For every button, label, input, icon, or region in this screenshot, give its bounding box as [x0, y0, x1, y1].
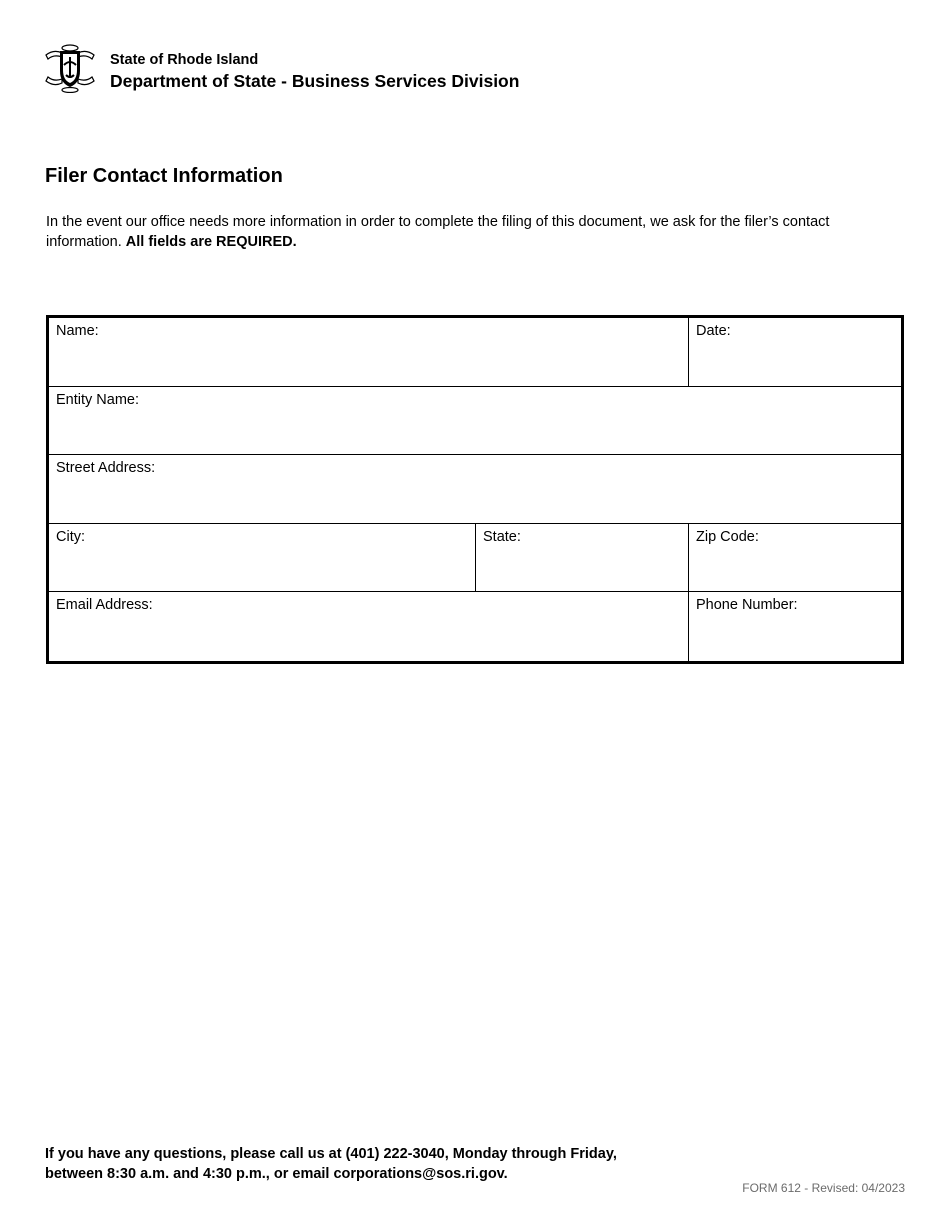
- zip-code-label: Zip Code:: [696, 529, 759, 545]
- contact-questions-note: [45, 1145, 745, 1184]
- state-name: State of Rhode Island: [110, 52, 259, 68]
- phone-number-label: Phone Number:: [696, 597, 798, 613]
- entity-name-label: Entity Name:: [56, 392, 139, 408]
- intro-text: In the event our office needs more information in order to complete the filing of this document, we ask for the filer’s contact information.: [46, 214, 830, 250]
- city-label: City:: [56, 529, 85, 545]
- page-title: Filer Contact Information: [45, 165, 283, 187]
- street-address-field[interactable]: [49, 455, 901, 524]
- phone-number-field[interactable]: [689, 592, 901, 661]
- state-field[interactable]: [476, 524, 689, 592]
- department-name: Department of State - Business Services Division: [110, 71, 520, 91]
- entity-name-field[interactable]: [49, 387, 901, 455]
- email-address-label: Email Address:: [56, 597, 153, 613]
- city-field[interactable]: [49, 524, 476, 592]
- date-label: Date:: [696, 323, 731, 339]
- street-address-label: Street Address:: [56, 460, 156, 476]
- form-revision-id: FORM 612 - Revised: 04/2023: [742, 1181, 905, 1195]
- intro-paragraph: [46, 213, 846, 252]
- date-field[interactable]: [689, 318, 901, 387]
- contact-form-table: [46, 315, 904, 664]
- document-header: [44, 43, 519, 93]
- rhode-island-state-seal-icon: [44, 43, 96, 93]
- email-address-field[interactable]: [49, 592, 689, 661]
- state-label: State:: [483, 529, 521, 545]
- name-field[interactable]: [49, 318, 689, 387]
- required-notice: All fields are REQUIRED.: [125, 233, 297, 250]
- questions-line-2: between 8:30 a.m. and 4:30 p.m., or email corporations@sos.ri.gov.: [45, 1165, 508, 1182]
- name-label: Name:: [56, 323, 99, 339]
- zip-code-field[interactable]: [689, 524, 901, 592]
- questions-line-1: If you have any questions, please call us at (401) 222-3040, Monday through Friday,: [45, 1146, 617, 1162]
